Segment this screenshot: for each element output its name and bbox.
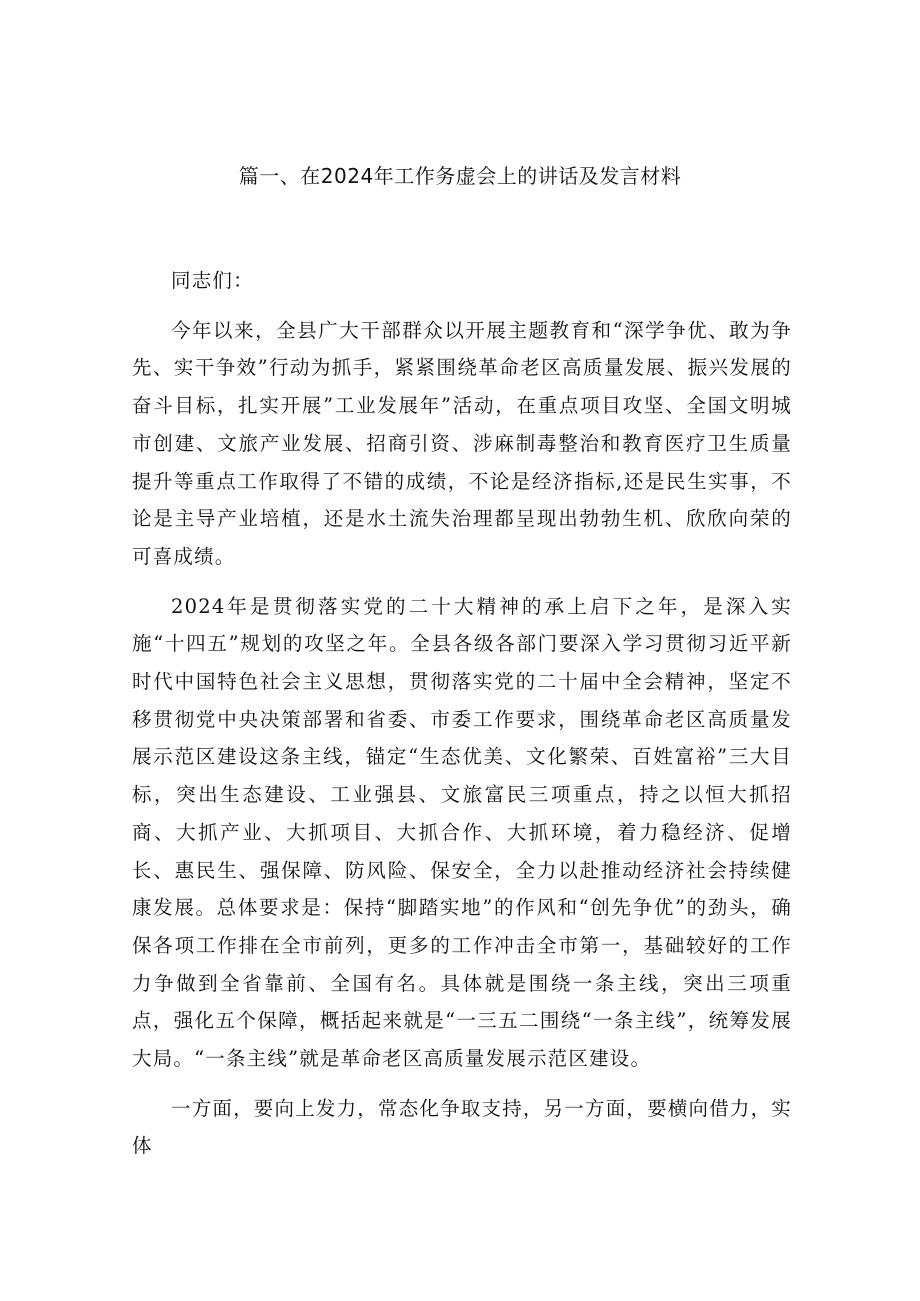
- paragraph-3: 一方面，要向上发力，常态化争取支持，另一方面，要横向借力，实体: [132, 1096, 793, 1158]
- document-body: [132, 262, 792, 1177]
- document-title: 篇一、在2024年工作务虚会上的讲话及发言材料: [238, 164, 682, 188]
- paragraph-1: 今年以来，全县广大干部群众以开展主题教育和“深学争优、敢为争先、实干争效”行动为抓手，紧紧围绕革命老区高质量发展、振兴发展的奋斗目标，扎实开展”工业发展年”活动，在重点项目攻坚、全国文明城市创建、文旅产业发展、招商引资、涉麻制毒整治和教育医疗卫生质量提升等重点工作取得了不错的成绩，不论是经济指标,还是民生实事，不论是主导产业培植，还是水土流失治理都呈现出勃勃生机、欣欣向荣的可喜成绩。: [132, 318, 792, 568]
- paragraph-2: 2024年是贯彻落实党的二十大精神的承上启下之年，是深入实施“十四五”规划的攻坚之年。全县各级各部门要深入学习贯彻习近平新时代中国特色社会主义思想，贯彻落实党的二十届中全会精神，坚定不移贯彻党中央决策部署和省委、市委工作要求，围绕革命老区高质量发展示范区建设这条主线，锚定“生态优美、文化繁荣、百姓富裕”三大目标，突出生态建设、工业强县、文旅富民三项重点，持之以恒大抓招商、大抓产业、大抓项目、大抓合作、大抓环境，着力稳经济、促增长、惠民生、强保障、防风险、保安全，全力以赴推动经济社会持续健康发展。总体要求是：保持“脚踏实地”的作风和“创先争优”的劲头，确保各项工作排在全市前列，更多的工作冲击全市第一，基础较好的工作力争做到全省靠前、全国有名。具体就是围绕一条主线，突出三项重点，强化五个保障，概括起来就是“一三五二围绕“一条主线”，统筹发展大局。“一条主线”就是革命老区高质量发展示范区建设。: [132, 594, 792, 1071]
- salutation: 同志们：: [171, 269, 254, 292]
